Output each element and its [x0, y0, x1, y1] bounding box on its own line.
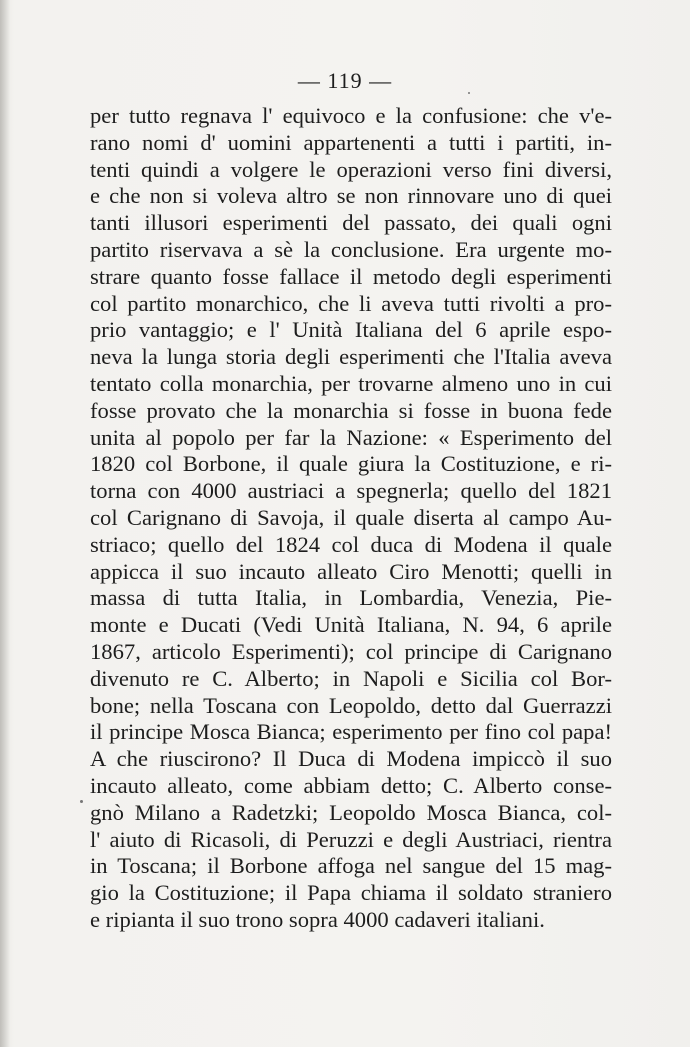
text-line: striaco; quello del 1824 col duca di Modena il quale [90, 531, 612, 557]
text-line: 1820 col Borbone, il quale giura la Costituzione, e ri- [90, 451, 612, 477]
text-line: tentato colla monarchia, per trovarne almeno uno in cui [90, 370, 612, 396]
text-line: massa di tutta Italia, in Lombardia, Venezia, Pie- [90, 585, 612, 611]
text-line: il principe Mosca Bianca; esperimento per fino col papa! [90, 719, 612, 745]
text-line: e che non si voleva altro se non rinnovare uno di quei [90, 183, 612, 209]
paper-speck [468, 92, 470, 94]
text-line: monte e Ducati (Vedi Unità Italiana, N. 94, 6 aprile [90, 612, 612, 638]
text-line: col Carignano di Savoja, il quale diserta al campo Au- [90, 504, 612, 530]
text-line: tenti quindi a volgere le operazioni verso fini diversi, [90, 156, 612, 182]
text-line: A che riuscirono? Il Duca di Modena impiccò il suo [90, 746, 612, 772]
text-line: bone; nella Toscana con Leopoldo, detto dal Guerrazzi [90, 692, 612, 718]
text-line: rano nomi d' uomini appartenenti a tutti i partiti, in- [90, 129, 612, 155]
text-line: incauto alleato, come abbiam detto; C. Alberto conse- [90, 772, 612, 798]
text-line: torna con 4000 austriaci a spegnerla; quello del 1821 [90, 478, 612, 504]
text-line: tanti illusori esperimenti del passato, dei quali ogni [90, 210, 612, 236]
paper-speck [80, 800, 83, 803]
page-number: — 119 — [297, 68, 393, 93]
text-line: unita al popolo per far la Nazione: « Esperimento del [90, 424, 612, 450]
body-text [90, 103, 612, 934]
text-line: prio vantaggio; e l' Unità Italiana del 6 aprile espo- [90, 317, 612, 343]
text-line: partito riservava a sè la conclusione. Era urgente mo- [90, 236, 612, 262]
text-line: strare quanto fosse fallace il metodo degli esperimenti [90, 263, 612, 289]
text-line: e ripianta il suo trono sopra 4000 cadaveri italiani. [90, 906, 545, 932]
text-line: neva la lunga storia degli esperimenti che l'Italia aveva [90, 344, 612, 370]
text-line: gio la Costituzione; il Papa chiama il soldato straniero [90, 880, 612, 906]
text-line: gnò Milano a Radetzki; Leopoldo Mosca Bianca, col- [90, 799, 612, 825]
binding-shadow [0, 0, 10, 1047]
text-line: in Toscana; il Borbone affoga nel sangue del 15 mag- [90, 853, 612, 879]
text-line: per tutto regnava l' equivoco e la confusione: che v'e- [90, 103, 612, 128]
text-line: col partito monarchico, che li aveva tutti rivolti a pro- [90, 290, 612, 316]
text-line: fosse provato che la monarchia si fosse in buona fede [90, 397, 612, 423]
text-line: divenuto re C. Alberto; in Napoli e Sicilia col Bor- [90, 665, 612, 691]
text-line: appicca il suo incauto alleato Ciro Menotti; quelli in [90, 558, 612, 584]
text-line: 1867, articolo Esperimenti); col principe di Carignano [90, 638, 612, 664]
text-line: l' aiuto di Ricasoli, di Peruzzi e degli Austriaci, rientra [90, 826, 612, 852]
